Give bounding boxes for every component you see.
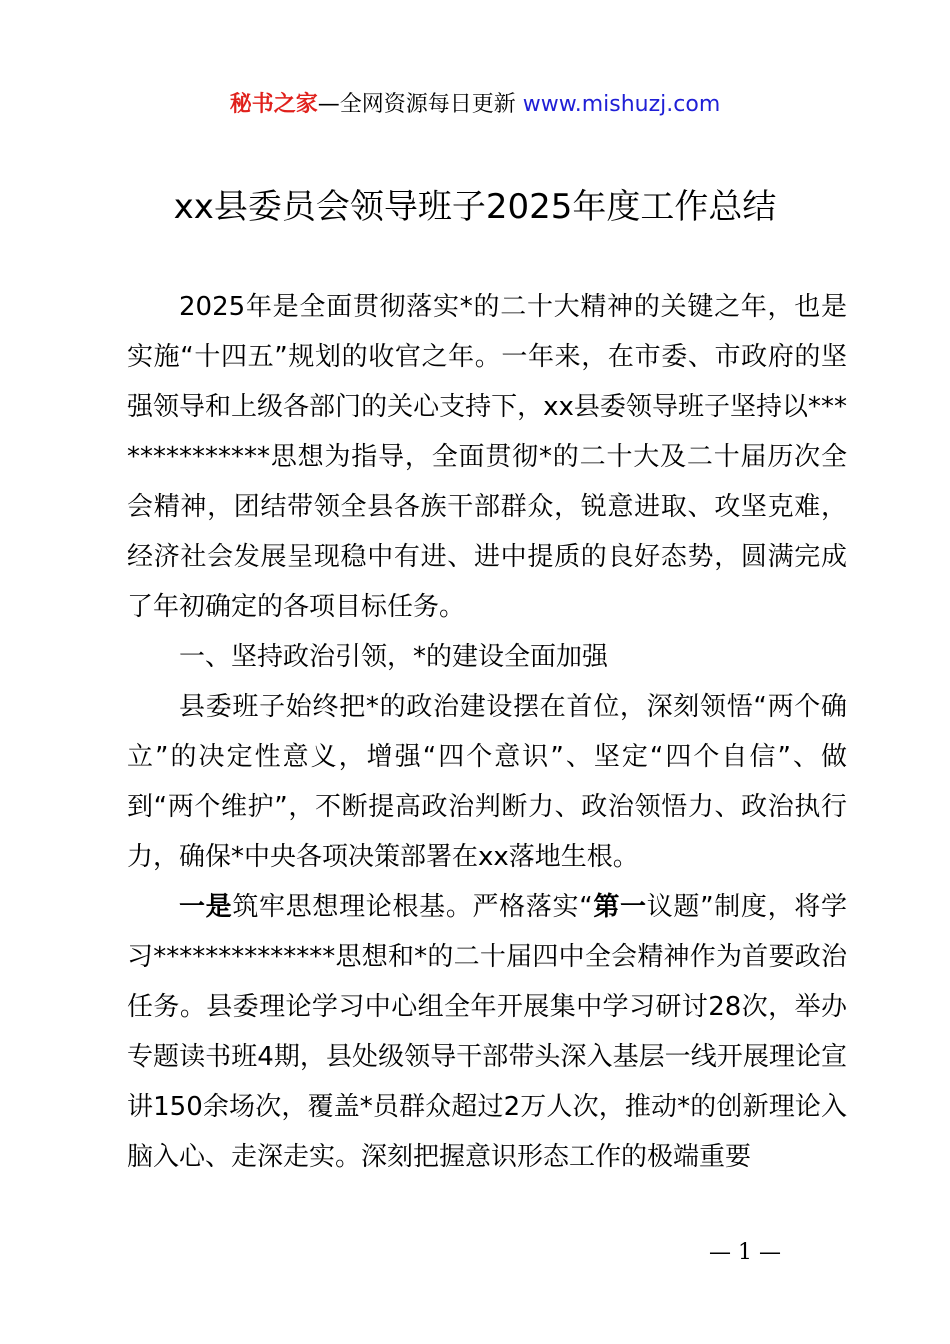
header-tagline: —全网资源每日更新 — [317, 92, 523, 117]
section-paragraph: 县委班子始终把*的政治建设摆在首位，深刻领悟“两个确立”的决定性意义，增强“四个意识”、坚定“四个自信”、做到“两个维护”，不断提高政治判断力、政治领悟力、政治执行力，确保*中央各项决策部署在xx落地生根。 — [127, 692, 847, 872]
item-text-part-b: 议题”制度，将学习**************思想和*的二十届四中全会精神作为首要政治任务。县委理论学习中心组全年开展集中学习研讨28次，举办专题读书班4期，县处级领导干部带头深入基层一线开展理论宣讲150余场次，覆盖*员群众超过2万人次，推动*的创新理论入脑入心、走深走实。深刻把握意识形态工作的极端重要 — [127, 892, 847, 1172]
item-bold-phrase: 第一 — [592, 892, 647, 922]
document-title: xx县委员会领导班子2025年度工作总结 — [173, 187, 777, 227]
site-url-link[interactable]: www.mishuzj.com — [522, 92, 721, 117]
item-lead: 一是 — [179, 892, 233, 922]
section-heading: 一、坚持政治引领，*的建设全面加强 — [179, 642, 609, 672]
brand-name: 秘书之家 — [229, 92, 318, 117]
site-header — [0, 88, 950, 122]
intro-paragraph: 2025年是全面贯彻落实*的二十大精神的关键之年，也是实施“十四五”规划的收官之年。一年来，在市委、市政府的坚强领导和上级各部门的关心支持下，xx县委领导班子坚持以**************思想为指导，全面贯彻*的二十大及二十届历次全会精神，团结带领全县各族干部群众，锐意进取、攻坚克难，经济社会发展呈现稳中有进、进中提质的良好态势，圆满完成了年初确定的各项目标任务。 — [127, 292, 847, 622]
page-number: — 1 — — [709, 1240, 781, 1265]
item-paragraph — [127, 882, 847, 1182]
document-body — [127, 282, 847, 1182]
item-text-part-a: 筑牢思想理论根基。严格落实“ — [232, 892, 593, 922]
